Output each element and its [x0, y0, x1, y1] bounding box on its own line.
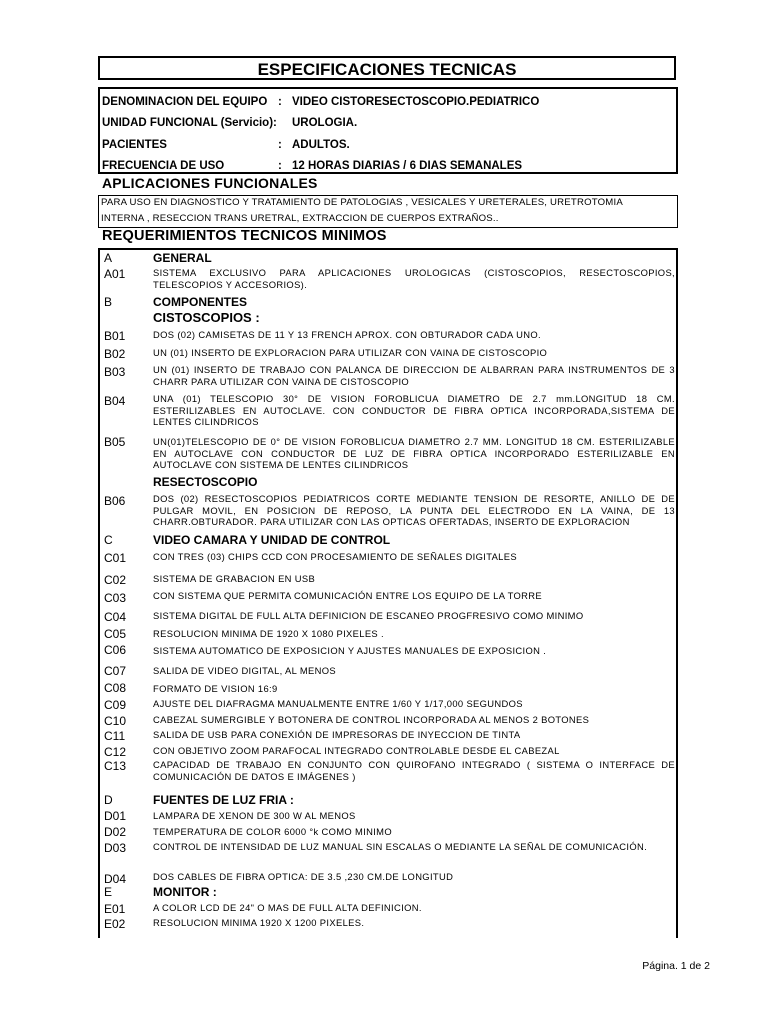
row-code: C08 [104, 681, 127, 695]
aplicaciones-title: APLICACIONES FUNCIONALES [102, 175, 318, 191]
info-value: VIDEO CISTORESECTOSCOPIO.PEDIATRICO [292, 96, 540, 108]
row-description: CAPACIDAD DE TRABAJO EN CONJUNTO CON QUIROFANO INTEGRADO ( SISTEMA O INTERFACE DE COMUNICACIÓN DE DATOS E IMÁGENES ) [153, 759, 675, 782]
row-code: C07 [104, 664, 127, 678]
row-code: B02 [104, 347, 126, 361]
subsection-heading: CISTOSCOPIOS : [153, 310, 260, 325]
page-number: Página. 1 de 2 [642, 960, 710, 972]
row-description: CON OBJETIVO ZOOM PARAFOCAL INTEGRADO CONTROLABLE DESDE EL CABEZAL [153, 745, 560, 756]
row-code: B [104, 295, 113, 309]
info-value: UROLOGIA. [292, 117, 358, 129]
row-description: RESOLUCION MINIMA 1920 X 1200 PIXELES. [153, 917, 365, 928]
row-code: C06 [104, 643, 127, 657]
row-description: LAMPARA DE XENON DE 300 W AL MENOS [153, 810, 356, 821]
equipment-info-box [98, 87, 678, 174]
row-description: CON SISTEMA QUE PERMITA COMUNICACIÓN ENTRE LOS EQUIPO DE LA TORRE [153, 590, 542, 601]
row-description: SISTEMA DE GRABACION EN USB [153, 573, 316, 584]
row-code: C04 [104, 610, 127, 624]
section-heading: MONITOR : [153, 885, 217, 899]
row-description: TEMPERATURA DE COLOR 6000 °k COMO MINIMO [153, 826, 392, 837]
row-code: C05 [104, 627, 127, 641]
info-value: 12 HORAS DIARIAS / 6 DIAS SEMANALES [292, 160, 523, 172]
row-description: UN(01)TELESCOPIO DE 0° DE VISION FOROBLICUA DIAMETRO 2.7 MM. LONGITUD 18 CM. ESTERILIZABLE EN AUTOCLAVE CON CONDUCTOR DE LUZ DE FIBRA OPTICA INCORPORADO ESTERILIZABLE EN AUTOCLAVE CON SISTEMA DE LENTES CILINDRICOS [153, 436, 675, 470]
row-code: D02 [104, 825, 127, 839]
row-code: C [104, 533, 113, 547]
row-code: D03 [104, 841, 127, 855]
section-heading: VIDEO CAMARA Y UNIDAD DE CONTROL [153, 533, 391, 547]
row-description: UNA (01) TELESCOPIO 30° DE VISION FOROBLICUA DIAMETRO DE 2.7 mm.LONGITUD 18 CM. ESTERILIZABLES EN AUTOCLAVE. CON CONDUCTOR DE FIBRA OPTICA INCORPORADA,SISTEMA DE LENTES CILINDRICOS [153, 393, 675, 427]
row-code: B01 [104, 329, 126, 343]
row-description: UN (01) INSERTO DE EXPLORACION PARA UTILIZAR CON VAINA DE CISTOSCOPIO [153, 347, 548, 358]
row-code: B06 [104, 494, 126, 508]
requerimientos-table [98, 248, 678, 938]
info-colon: : [278, 160, 282, 172]
aplicaciones-line: PARA USO EN DIAGNOSTICO Y TRATAMIENTO DE PATOLOGIAS , VESICALES Y URETERALES, URETROTOMIA [101, 197, 623, 208]
row-code: B04 [104, 394, 126, 408]
row-code: C12 [104, 745, 127, 759]
row-code: C10 [104, 714, 127, 728]
row-description: UN (01) INSERTO DE TRABAJO CON PALANCA DE DIRECCION DE ALBARRAN PARA INSTRUMENTOS DE 3 CHARR PARA UTILIZAR CON VAINA DE CISTOSCOPIO [153, 364, 675, 387]
row-code: C13 [104, 759, 127, 773]
row-description: DOS (02) RESECTOSCOPIOS PEDIATRICOS CORTE MEDIANTE TENSION DE RESORTE, ANILLO DE DE PULGAR MOVIL, EN POSICION DE REPOSO, LA PUNTA DEL ELECTRODO EN LA VAINA, DE 13 CHARR.OBTURADOR. PARA UTILIZAR CON LAS OPTICAS OFERTADAS, INSERTO DE EXPLORACION [153, 493, 675, 527]
row-code: D [104, 793, 113, 807]
row-code: C03 [104, 591, 127, 605]
row-description: DOS (02) CAMISETAS DE 11 Y 13 FRENCH APROX. CON OBTURADOR CADA UNO. [153, 329, 541, 340]
info-label: DENOMINACION DEL EQUIPO [102, 96, 268, 108]
row-description: CON TRES (03) CHIPS CCD CON PROCESAMIENTO DE SEÑALES DIGITALES [153, 551, 517, 562]
section-heading: COMPONENTES [153, 295, 248, 309]
section-heading: FUENTES DE LUZ FRIA : [153, 793, 294, 807]
row-description: CABEZAL SUMERGIBLE Y BOTONERA DE CONTROL INCORPORADA AL MENOS 2 BOTONES [153, 714, 590, 725]
info-label: FRECUENCIA DE USO [102, 160, 225, 172]
aplicaciones-line: INTERNA , RESECCION TRANS URETRAL, EXTRACCION DE CUERPOS EXTRAÑOS.. [101, 213, 499, 224]
row-description: SALIDA DE VIDEO DIGITAL, AL MENOS [153, 665, 336, 676]
row-code: A01 [104, 267, 126, 281]
row-description: SALIDA DE USB PARA CONEXIÓN DE IMPRESORAS DE INYECCION DE TINTA [153, 729, 521, 740]
row-code: C09 [104, 698, 127, 712]
subsection-heading: RESECTOSCOPIO [153, 475, 258, 489]
row-description: DOS CABLES DE FIBRA OPTICA: DE 3.5 ,230 CM.DE LONGITUD [153, 871, 454, 882]
row-code: E02 [104, 917, 126, 931]
row-code: C02 [104, 573, 127, 587]
row-code: B05 [104, 435, 126, 449]
row-code: C01 [104, 551, 127, 565]
row-code: D01 [104, 809, 127, 823]
row-description: AJUSTE DEL DIAFRAGMA MANUALMENTE ENTRE 1/60 Y 1/17,000 SEGUNDOS [153, 698, 523, 709]
row-code: B03 [104, 365, 126, 379]
row-code: A [104, 251, 113, 265]
row-code: C11 [104, 729, 126, 743]
row-description: SISTEMA DIGITAL DE FULL ALTA DEFINICION DE ESCANEO PROGFRESIVO COMO MINIMO [153, 610, 584, 621]
row-description: SISTEMA AUTOMATICO DE EXPOSICION Y AJUSTES MANUALES DE EXPOSICION . [153, 645, 547, 656]
row-description: RESOLUCION MINIMA DE 1920 X 1080 PIXELES . [153, 628, 384, 639]
info-label: UNIDAD FUNCIONAL (Servicio): [102, 117, 277, 129]
row-description: CONTROL DE INTENSIDAD DE LUZ MANUAL SIN ESCALAS O MEDIANTE LA SEÑAL DE COMUNICACIÓN. [153, 841, 648, 852]
document-title: ESPECIFICACIONES TECNICAS [98, 56, 676, 80]
row-description: FORMATO DE VISION 16:9 [153, 683, 278, 694]
row-description: SISTEMA EXCLUSIVO PARA APLICACIONES UROLOGICAS (CISTOSCOPIOS, RESECTOSCOPIOS, TELESCOPIOS Y ACCESORIOS). [153, 267, 675, 290]
aplicaciones-box [98, 195, 678, 228]
info-value: ADULTOS. [292, 139, 350, 151]
row-code: D04 [104, 872, 127, 886]
section-heading: GENERAL [153, 251, 212, 265]
row-code: E [104, 885, 113, 899]
row-code: E01 [104, 902, 126, 916]
requerimientos-title: REQUERIMIENTOS TECNICOS MINIMOS [102, 228, 387, 244]
info-label: PACIENTES [102, 139, 167, 151]
row-description: A COLOR LCD DE 24" O MAS DE FULL ALTA DEFINICION. [153, 902, 422, 913]
info-colon: : [278, 139, 282, 151]
info-colon: : [278, 96, 282, 108]
